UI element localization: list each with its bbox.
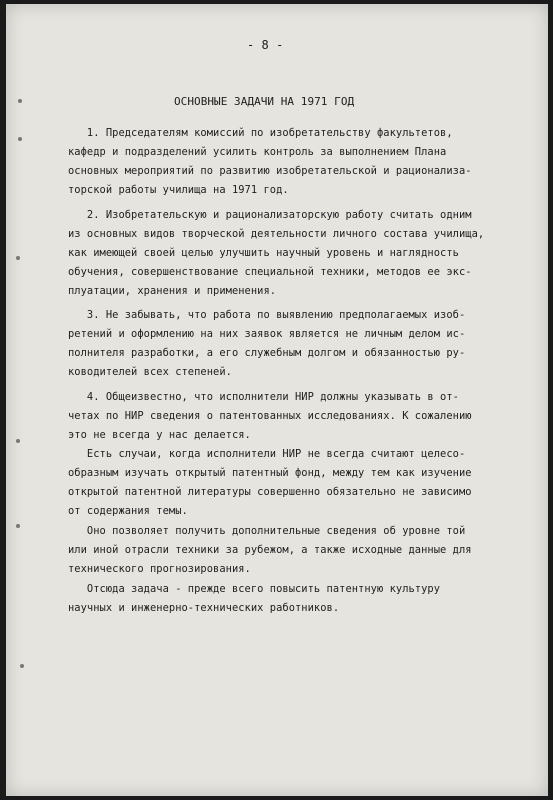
paragraph-line: торской работы училища на 1971 год. (68, 184, 289, 196)
page-title: ОСНОВНЫЕ ЗАДАЧИ НА 1971 ГОД (174, 95, 355, 108)
paragraph-line: Оно позволяет получить дополнительные сведения об уровне той (68, 525, 466, 537)
punch-mark (16, 524, 20, 528)
paragraph-line: технического прогнозирования. (68, 563, 251, 575)
paragraph-line: плуатации, хранения и применения. (68, 285, 277, 297)
paragraph-line: открытой патентной литературы совершенно обязательно не зависимо (68, 486, 472, 498)
paragraph-line: от содержания темы. (68, 505, 188, 517)
paragraph-line: основных мероприятий по развитию изобретательской и рационализа- (68, 165, 472, 177)
paragraph-line: Есть случаи, когда исполнители НИР не всегда считают целесо- (68, 448, 466, 460)
punch-mark (16, 439, 20, 443)
paragraph-line: как имеющей своей целью улучшить научный уровень и наглядность (68, 247, 459, 259)
paragraph-line: полнителя разработки, а его служебным долгом и обязанностью ру- (68, 347, 466, 359)
punch-mark (18, 99, 22, 103)
paragraph-line: ководителей всех степеней. (68, 366, 232, 378)
paragraph-line: ретений и оформлению на них заявок является не личным делом ис- (68, 328, 466, 340)
page-number: - 8 - (247, 38, 284, 52)
punch-mark (18, 137, 22, 141)
paragraph-line: образным изучать открытый патентный фонд, между тем как изучение (68, 467, 472, 479)
paragraph-line: 3. Не забывать, что работа по выявлению предполагаемых изоб- (68, 309, 466, 321)
paragraph-line: 2. Изобретательскую и рационализаторскую работу считать одним (68, 209, 472, 221)
paragraph-line: обучения, совершенствование специальной техники, методов ее экс- (68, 266, 472, 278)
paragraph-line: это не всегда у нас делается. (68, 429, 251, 441)
paragraph-line: кафедр и подразделений усилить контроль за выполнением Плана (68, 146, 447, 158)
paragraph-line: четах по НИР сведения о патентованных исследованиях. К сожалению (68, 410, 472, 422)
paragraph-line: или иной отрасли техники за рубежом, а также исходные данные для (68, 544, 472, 556)
paragraph-line: 1. Председателям комиссий по изобретательству факультетов, (68, 127, 453, 139)
paragraph-line: 4. Общеизвестно, что исполнители НИР должны указывать в от- (68, 391, 459, 403)
punch-mark (16, 256, 20, 260)
punch-mark (20, 664, 24, 668)
paragraph-line: из основных видов творческой деятельности личного состава училища, (68, 228, 485, 240)
paragraph-line: Отсюда задача - прежде всего повысить патентную культуру (68, 583, 441, 595)
paragraph-line: научных и инженерно-технических работников. (68, 602, 340, 614)
